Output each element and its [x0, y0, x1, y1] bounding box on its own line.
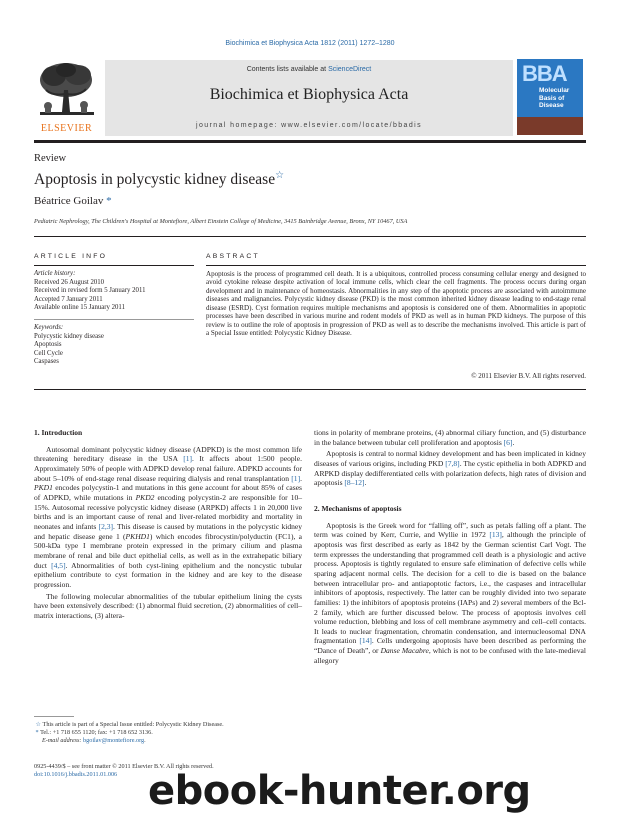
keyword-item: Caspases: [34, 358, 59, 366]
text-run: Apoptosis is central to normal kidney development and has been implicated in kidney diseases of various origins, including PKD: [314, 449, 586, 468]
history-item: Available online 15 January 2011: [34, 304, 125, 312]
cover-subtitle-line: Molecular: [539, 87, 570, 94]
citation-link[interactable]: [6]: [503, 437, 513, 447]
abstract-text: Apoptosis is the process of programmed cell death. It is a ubiquitous, controlled process consuming cellular energy and designed to avoid cytokine release despite activation of local immune cells, which clear the cell fragments. The process occurs during organ development and in maintenance of homeostasis. Abnormalities in any step of the apoptotic process are associated with autoimmune diseases and malignancies. Polycystic kidney disease (PKD) is the most common inherited kidney disease leading to end-stage renal disease (ESRD). Cyst formation requires multiple mechanisms and apoptosis is considered one of them. Abnormalities in apoptotic processes have been described in various murine and rodent models of PKD as well as in human PKD kidneys. The purpose of this review is to outline the role of apoptosis in progression of PKD as well as to describe the mechanisms involved. This article is part of a Special Issue entitled: Polycystic Kidney Disease.: [206, 270, 586, 338]
body-paragraph: [314, 521, 586, 666]
text-run: ) which encodes fibrocystin/polyductin (FC1), a 500-kDa type I membrane protein expressed in the primary cilium and plasma membrane of renal and bile duct epithelial cells, as well as in the extrahepatic biliary duct: [34, 531, 302, 570]
keywords-divider: [34, 319, 194, 320]
text-run: .: [512, 437, 515, 447]
section-heading-mechanisms: 2. Mechanisms of apoptosis: [314, 503, 402, 513]
footnote: [34, 729, 302, 737]
article-info-divider: [34, 265, 194, 266]
abstract-copyright: © 2011 Elsevier B.V. All rights reserved.: [471, 372, 586, 380]
text-run: . The cystic epithelia in both ADPKD and ARPKD display dedifferentiated cells with polarization defects, high rates of division and apoptosis: [314, 458, 586, 488]
abstract-end-divider: [34, 389, 586, 390]
doi-link[interactable]: doi:10.1016/j.bbadis.2011.01.006: [34, 771, 118, 778]
text-run: , which is not to be confused with the late-medieval allegory: [314, 646, 587, 665]
cover-image-band: [517, 117, 583, 135]
footnote-marker: *: [35, 729, 39, 736]
text-run: tions in polarity of membrane proteins, (4) abnormal ciliary function, and (5) disturbance in the balance between tubular cell proliferation and apoptosis: [314, 428, 586, 447]
text-run: Autosomal dominant polycystic kidney disease (ADPKD) is the most common life threatening hereditary disease in the USA: [34, 444, 302, 464]
footnote: [34, 721, 302, 729]
footnote-text: Tel.: +1 718 655 1120; fax: +1 718 652 3136.: [40, 729, 153, 736]
journal-cover-thumbnail: [517, 59, 583, 135]
text-run: .: [300, 473, 302, 483]
body-column-left: [34, 428, 302, 622]
text-run: . It affects about 1:500 people. Approximately 50% of people with ADPKD develop renal failure. ADPKD accounts for about 5–10% of end-stage renal disease requiring dialysis and renal transplantation: [34, 454, 302, 483]
keywords-label: Keywords:: [34, 324, 64, 331]
citation-link[interactable]: [7,8]: [445, 458, 460, 468]
gene-name: PKD1: [34, 483, 53, 493]
journal-homepage-link[interactable]: journal homepage: www.elsevier.com/locate/bbadis: [196, 122, 422, 129]
keyword-item: Apoptosis: [34, 341, 62, 349]
abstract-label: ABSTRACT: [206, 253, 260, 260]
abstract-divider: [206, 265, 586, 266]
journal-banner: [105, 60, 513, 136]
section-heading-introduction: 1. Introduction: [34, 428, 83, 437]
article-info-label: ARTICLE INFO: [34, 253, 108, 260]
text-run: .: [364, 478, 367, 488]
history-item: Received in revised form 5 January 2011: [34, 287, 146, 295]
contents-line: [105, 66, 513, 73]
text-run: encoding polycystin-2 are responsible for 10–15%. Autosomal recessive polycystic kidney disease (ARPKD) affects 1 in 20,000 live births and is an important cause of renal and liver-related morbidity and mortality in neonates and infants: [34, 492, 303, 531]
journal-citation[interactable]: Biochimica et Biophysica Acta 1812 (2011) 1272–1280: [225, 40, 395, 47]
cover-subtitle-line: Disease: [539, 102, 564, 109]
citation-link[interactable]: [13]: [489, 530, 502, 540]
title-footnote-marker[interactable]: ☆: [275, 170, 285, 181]
cover-subtitle-line: Basis of: [539, 94, 565, 102]
keywords: [34, 324, 199, 367]
publisher-name: ELSEVIER: [40, 123, 93, 134]
footnotes: [34, 721, 302, 745]
article-title-text: Apoptosis in polycystic kidney disease: [34, 171, 276, 189]
text-run: .: [144, 737, 146, 744]
citation-link[interactable]: [1]: [291, 473, 301, 483]
keyword-item: Polycystic kidney disease: [34, 332, 104, 340]
author-affiliation: Pediatric Nephrology, The Children's Hospital at Montefiore, Albert Einstein College of Medicine, 3415 Bainbridge Avenue, Bronx, NY 10467, USA: [34, 218, 408, 225]
text-run: . Abnormalities of both cyst-lining epithelium and the noncystic tubular epithelium contribute to cyst formation in the kidney and are key to the disease progression.: [34, 560, 302, 589]
text-run: . This disease is caused by mutations in the polycystic kidney and hepatic disease gene 1 (: [34, 521, 302, 541]
footnote-divider: [34, 716, 74, 717]
gene-name: PKHD1: [125, 531, 150, 541]
cover-subtitle: [539, 87, 569, 110]
body-paragraph: [314, 449, 586, 488]
issn-line: 0925-4439/$ – see front matter © 2011 Elsevier B.V. All rights reserved.: [34, 763, 214, 770]
text-run: . Cells undergoing apoptosis have been described as performing the “Dance of Death”, or: [314, 636, 586, 656]
italic-term: Danse Macabre: [380, 646, 429, 656]
citation-link[interactable]: [14]: [359, 636, 372, 646]
author-name: Béatrice Goilav: [34, 195, 104, 207]
article-title: [34, 170, 284, 189]
email-label: E-mail address:: [42, 737, 84, 744]
citation-link[interactable]: [8–12]: [344, 478, 365, 488]
footnote-text: This article is part of a Special Issue entitled: Polycystic Kidney Disease.: [42, 721, 224, 728]
sciencedirect-link[interactable]: ScienceDirect: [328, 66, 372, 73]
watermark-text: ebook-hunter.org: [148, 768, 531, 814]
journal-name: Biochimica et Biophysica Acta: [209, 86, 409, 103]
header-divider: [34, 140, 586, 143]
footnote-marker: ☆: [35, 721, 42, 728]
cover-title: BBA: [522, 61, 567, 86]
text-run: Apoptosis is the Greek word for “falling off”, such as petals falling off a plant. The term was coined by Kerr, Currie, and Wyllie in 1972: [314, 520, 586, 540]
gene-name: PKD2: [135, 492, 155, 502]
body-column-right: [314, 428, 586, 667]
keyword-item: Cell Cycle: [34, 349, 63, 357]
history-label: Article history:: [34, 270, 76, 277]
email-link[interactable]: bgoilav@montefiore.org: [83, 737, 145, 744]
history-item: Accepted 7 January 2011: [34, 295, 103, 303]
article-type: Review: [34, 153, 67, 164]
contents-prefix: Contents lists available at: [246, 66, 329, 73]
elsevier-logo: [34, 60, 99, 136]
citation-link[interactable]: [4,5]: [51, 560, 66, 570]
citation-link[interactable]: [1]: [183, 454, 192, 464]
section-divider: [34, 236, 586, 237]
text-run: encodes polycystin-1 and mutations in this gene account for about 85% of cases of ADPKD, while mutations in: [34, 483, 302, 502]
author-footnote-marker[interactable]: *: [106, 195, 112, 207]
article-history: [34, 270, 199, 313]
body-paragraph: [34, 445, 302, 590]
author-line: [34, 195, 112, 207]
elsevier-tree-icon: [34, 60, 99, 122]
history-item: Received 26 August 2010: [34, 278, 105, 286]
text-run: , although the principle of apoptosis was first described as early as 1842 by the German scientist Carl Vogt. The term expresses the understanding that programmed cell death is a physiologic and active process. Apoptosis is tightly regulated to ensure safe elimination of defective cells while sparing adjacent normal cells. The decision for a cell to die is based on the balance between intracellular pro- and antiapoptotic factors, i.e., the caspases and intracellular inhibitors of apoptosis, respectively. The latter can be roughly divided into two separate families: 1) the inhibitors of apoptosis proteins (IAPs) and 2) several members of the Bcl-2 family, which are further discussed below. The process of apoptosis involves cell volume reduction, blebbing and loss of cell membrane asymmetry and cell–cell contacts. It leads to nuclear fragmentation, chromatin condensation, and internucleosomal DNA fragmentation: [314, 530, 586, 646]
body-paragraph: The following molecular abnormalities of the tubular epithelium lining the cysts have been extensively described: (1) abnormal fluid secretion, (2) abnormalities of cell–matrix interactions, (3) altera-: [34, 591, 302, 620]
footnote-email: [34, 737, 302, 745]
citation-link[interactable]: [2,3]: [98, 521, 114, 531]
body-paragraph: [314, 428, 586, 447]
